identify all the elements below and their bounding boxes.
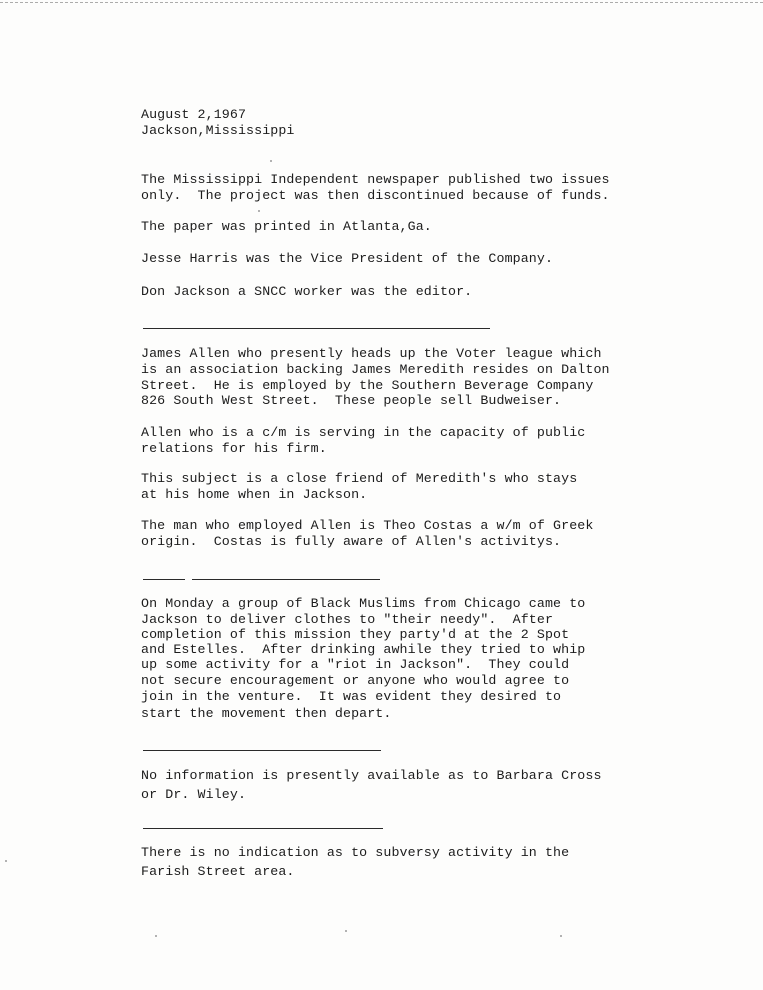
paragraph-costas-line-1: The man who employed Allen is Theo Costas a w/m of Greek — [141, 518, 594, 533]
paragraph-farish-street-line-2: Farish Street area. — [141, 864, 295, 879]
scan-speck — [5, 860, 7, 862]
paragraph-muslims-line-3: completion of this mission they party'd at the 2 Spot — [141, 627, 570, 642]
scan-speck — [560, 935, 562, 937]
paragraph-muslims-line-5: up some activity for a "riot in Jackson". They could — [141, 657, 570, 672]
scan-speck — [345, 930, 347, 932]
section-divider — [143, 328, 490, 329]
scan-speck — [258, 210, 260, 212]
paragraph-farish-street-line-1: There is no indication as to subversy activity in the — [141, 845, 570, 860]
paragraph-allen-line-1: James Allen who presently heads up the Voter league which — [141, 346, 602, 361]
section-divider-short — [143, 579, 185, 580]
paragraph-muslims-line-2: Jackson to deliver clothes to "their needy". After — [141, 612, 554, 627]
scan-top-edge — [0, 2, 763, 3]
paragraph-no-information-line-1: No information is presently available as to Barbara Cross — [141, 768, 602, 783]
location-line: Jackson,Mississippi — [141, 123, 295, 138]
paragraph-muslims-line-4: and Estelles. After drinking awhile they tried to whip — [141, 642, 586, 657]
paragraph-allen-line-4: 826 South West Street. These people sell Budweiser. — [141, 393, 562, 408]
section-divider — [192, 579, 380, 580]
paragraph-printing: The paper was printed in Atlanta,Ga. — [141, 219, 432, 234]
paragraph-no-information-line-2: or Dr. Wiley. — [141, 787, 247, 802]
scan-speck — [270, 160, 272, 162]
scan-speck — [155, 935, 157, 937]
date-line: August 2,1967 — [141, 107, 247, 122]
paragraph-muslims-line-7: join in the venture. It was evident they desired to — [141, 689, 562, 704]
paragraph-muslims-line-8: start the movement then depart. — [141, 706, 392, 721]
paragraph-muslims-line-1: On Monday a group of Black Muslims from Chicago came to — [141, 596, 586, 611]
section-divider — [143, 828, 383, 829]
paragraph-meredith-friend-line-2: at his home when in Jackson. — [141, 487, 368, 502]
paragraph-vice-president: Jesse Harris was the Vice President of the Company. — [141, 251, 554, 266]
paragraph-newspaper-line-2: only. The project was then discontinued because of funds. — [141, 188, 610, 203]
paragraph-costas-line-2: origin. Costas is fully aware of Allen's activitys. — [141, 534, 562, 549]
paragraph-public-relations-line-2: relations for his firm. — [141, 441, 327, 456]
paragraph-newspaper-line-1: The Mississippi Independent newspaper published two issues — [141, 172, 610, 187]
paragraph-muslims-line-6: not secure encouragement or anyone who would agree to — [141, 673, 570, 688]
section-divider — [143, 750, 381, 751]
paragraph-editor: Don Jackson a SNCC worker was the editor. — [141, 284, 473, 299]
paragraph-allen-line-2: is an association backing James Meredith resides on Dalton — [141, 362, 610, 377]
paragraph-allen-line-3: Street. He is employed by the Southern Beverage Company — [141, 378, 594, 393]
paragraph-public-relations-line-1: Allen who is a c/m is serving in the capacity of public — [141, 425, 586, 440]
paragraph-meredith-friend-line-1: This subject is a close friend of Meredith's who stays — [141, 471, 578, 486]
